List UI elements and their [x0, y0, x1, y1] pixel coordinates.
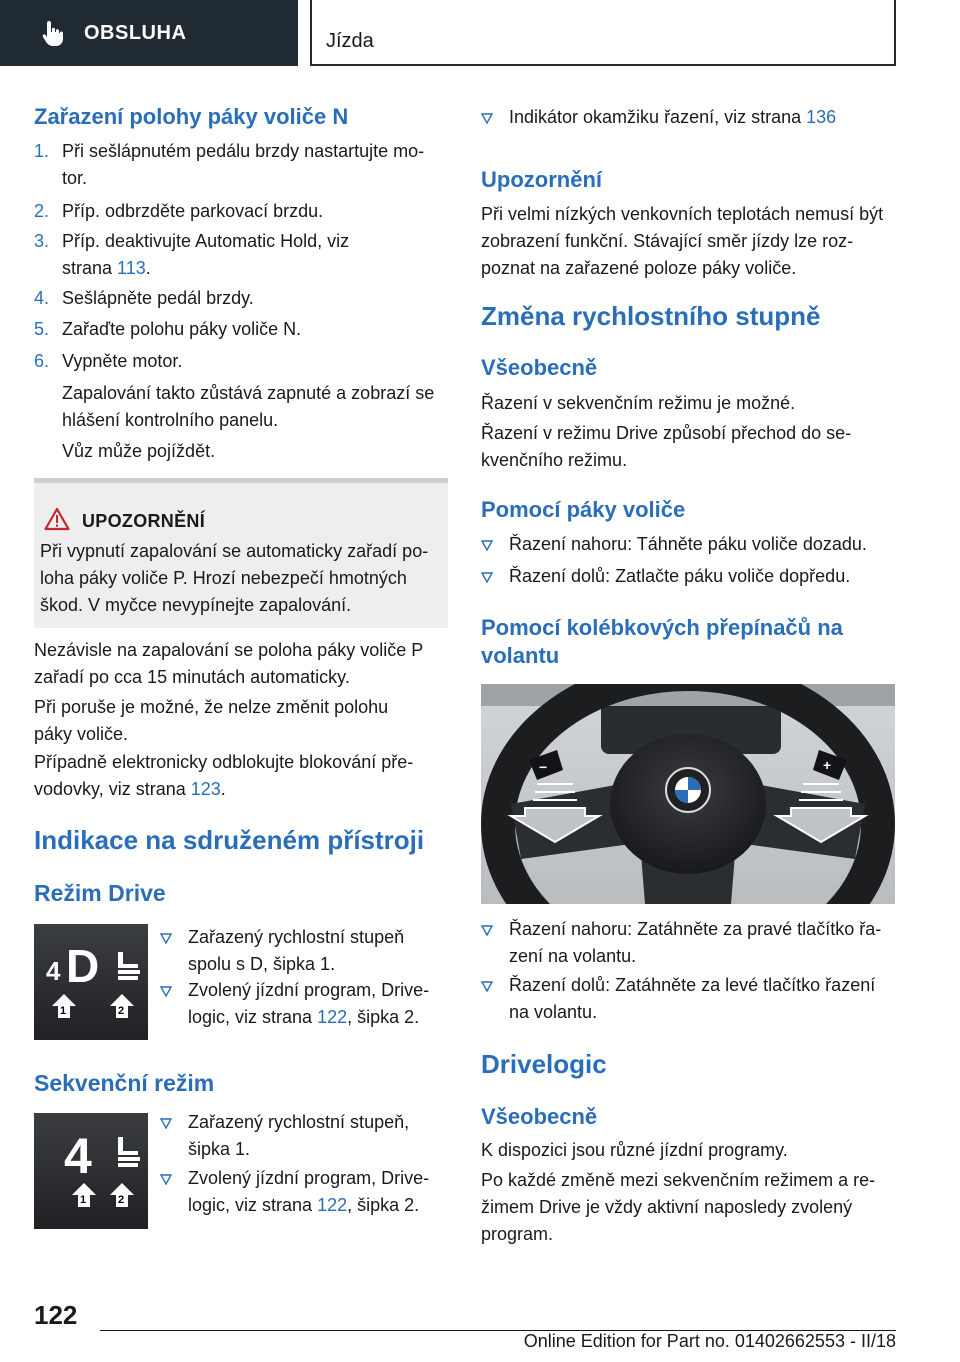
warning-text: Při vypnutí zapalování se automaticky zařadí po-loha páky voliče P. Hrozí nebezpečí hmotných škod. V myčce nevypínejte zapalování. [40, 541, 429, 615]
bullet-text [188, 977, 448, 1031]
bullet-triangle-icon [160, 986, 172, 997]
step-note: Zapalování takto zůstává zapnuté a zobrazí se hlášení kontrolního panelu. [62, 383, 435, 430]
bullet-triangle-icon [481, 981, 493, 992]
bullet-text: Řazení nahoru: Táhněte páku voliče dozadu. [509, 534, 867, 554]
warning-box [34, 478, 448, 628]
paddle-plus: + [823, 757, 832, 773]
bullet-text: Řazení dolů: Zatáhněte za levé tlačítko řazení na volantu. [509, 975, 876, 1022]
step-number: 3. [34, 231, 50, 251]
paragraph [34, 749, 448, 803]
page-link[interactable]: 122 [317, 1007, 348, 1027]
bullet-triangle-icon [481, 540, 493, 551]
heading-notice: Upozornění [481, 167, 602, 192]
step-number: 2. [34, 201, 50, 221]
bullet-text-part: , šipka 2. [347, 1007, 420, 1027]
brand-logo-icon [666, 768, 710, 812]
page-link[interactable]: 136 [806, 107, 837, 127]
drive-mode-letter: D [66, 940, 100, 992]
bullet-text [188, 1165, 448, 1219]
gear-number: 4 [64, 1128, 92, 1184]
shift-indicator-bullet [481, 104, 895, 131]
cluster-sequential-image [34, 1113, 148, 1229]
step-note: Vůz může pojíždět. [62, 441, 216, 461]
step-text: Vypněte motor. [62, 351, 183, 371]
svg-text:1: 1 [60, 1005, 67, 1017]
bullet-text: Zařazený rychlostní stupeň, šipka 1. [188, 1112, 410, 1159]
step-text: Zařaďte polohu páky voliče N. [62, 319, 302, 339]
heading-general: Všeobecně [481, 355, 598, 380]
gear-number: 4 [46, 956, 61, 986]
heading-general: Všeobecně [481, 1104, 598, 1129]
heading-drive-mode: Režim Drive [34, 880, 166, 906]
heading-selector-lever: Pomocí páky voliče [481, 497, 686, 522]
drive-bullet [160, 977, 448, 1031]
bullet-text-part: Zvolený jízdní program, Drive-logic, viz strana [188, 1168, 430, 1215]
step-number: 1. [34, 141, 50, 161]
step-number: 5. [34, 319, 50, 339]
step-text: Příp. odbrzděte parkovací brzdu. [62, 201, 324, 221]
paragraph-part: . [220, 779, 226, 799]
paddle-minus: − [539, 759, 548, 775]
step-item [34, 316, 448, 343]
bullet-text-part: , šipka 2. [347, 1195, 420, 1215]
paragraph: Při poruše je možné, že nelze změnit polohu páky voliče. [34, 697, 389, 744]
bullet-triangle-icon [160, 1174, 172, 1185]
heading-sequential-mode: Sekvenční režim [34, 1070, 215, 1096]
paddle-bullet [481, 972, 895, 1026]
paragraph: Řazení v sekvenčním režimu je možné. [481, 393, 796, 413]
step-number: 6. [34, 351, 50, 371]
pointing-hand-icon [38, 18, 68, 48]
edition-text: Online Edition for Part no. 01402662553 - II/18 [523, 1331, 896, 1351]
paragraph-part: Případně elektronicky odblokujte blokování pře-vodovky, viz strana [34, 752, 414, 799]
step-item [34, 138, 448, 192]
seq-bullet [160, 1165, 448, 1219]
paragraph: Při velmi nízkých venkovních teplotách nemusí být zobrazení funkční. Stávající směr jízdy lze roz-poznat na zařazené poloze páky voliče. [481, 204, 884, 278]
chapter-label: Jízda [326, 30, 374, 52]
page-link[interactable]: 123 [190, 779, 221, 799]
lever-bullet [481, 531, 895, 558]
heading-paddles: Pomocí kolébkových přepínačů na volantu [481, 615, 843, 668]
bullet-triangle-icon [160, 933, 172, 944]
bullet-triangle-icon [481, 925, 493, 936]
chapter-tab [310, 0, 896, 66]
paragraph: Po každé změně mezi sekvenčním režimem a re-žimem Drive je vždy aktivní naposledy zvolený program. [481, 1170, 876, 1244]
step-text-part: . [145, 258, 151, 278]
page-link[interactable]: 113 [117, 258, 146, 278]
paragraph: Řazení v režimu Drive způsobí přechod do se-kvenčního režimu. [481, 423, 852, 470]
page-number: 122 [34, 1300, 78, 1330]
section-tab [0, 0, 298, 66]
step-text: Při sešlápnutém pedálu brzdy nastartujte mo-tor. [62, 141, 425, 188]
drive-bullet [160, 924, 448, 978]
bullet-text: Řazení dolů: Zatlačte páku voliče dopředu. [509, 566, 851, 586]
bullet-text-part: Indikátor okamžiku řazení, viz strana [509, 107, 807, 127]
bullet-triangle-icon [481, 113, 493, 124]
svg-text:1: 1 [80, 1194, 87, 1206]
heading-drivelogic: Drivelogic [481, 1049, 607, 1079]
heading-gear-change: Změna rychlostního stupně [481, 301, 821, 331]
step-item [34, 228, 448, 282]
bullet-text-part: Zvolený jízdní program, Drive-logic, viz strana [188, 980, 430, 1027]
bullet-text: Řazení nahoru: Zatáhněte za pravé tlačítko řa-zení na volantu. [509, 919, 882, 966]
heading-cluster: Indikace na sdruženém přístroji [34, 825, 425, 855]
cluster-drive-image [34, 924, 148, 1040]
bullet-triangle-icon [481, 572, 493, 583]
section-label: OBSLUHA [84, 21, 187, 44]
step-number: 4. [34, 288, 50, 308]
paragraph: K dispozici jsou různé jízdní programy. [481, 1140, 788, 1160]
step-text [62, 228, 362, 282]
svg-text:2: 2 [118, 1194, 125, 1206]
step-text-part: Příp. deaktivujte Automatic Hold, viz strana [62, 231, 350, 278]
seq-bullet [160, 1109, 448, 1163]
bullet-text [509, 104, 895, 131]
paddle-bullet [481, 916, 895, 970]
steering-wheel-image [481, 684, 895, 904]
svg-text:2: 2 [118, 1005, 125, 1017]
lever-bullet [481, 563, 895, 590]
paragraph: Nezávisle na zapalování se poloha páky voliče P zařadí po cca 15 minutách automaticky. [34, 640, 423, 687]
step-text: Sešlápněte pedál brzdy. [62, 288, 254, 308]
warning-title: UPOZORNĚNÍ [82, 511, 206, 531]
step-item [34, 285, 448, 312]
heading-select-n: Zařazení polohy páky voliče N [34, 104, 349, 129]
bullet-text: Zařazený rychlostní stupeň spolu s D, šipka 1. [188, 927, 405, 974]
bullet-triangle-icon [160, 1118, 172, 1129]
page-link[interactable]: 122 [317, 1195, 348, 1215]
warning-triangle-icon [44, 507, 70, 531]
step-item [34, 348, 448, 375]
step-item [34, 198, 448, 225]
